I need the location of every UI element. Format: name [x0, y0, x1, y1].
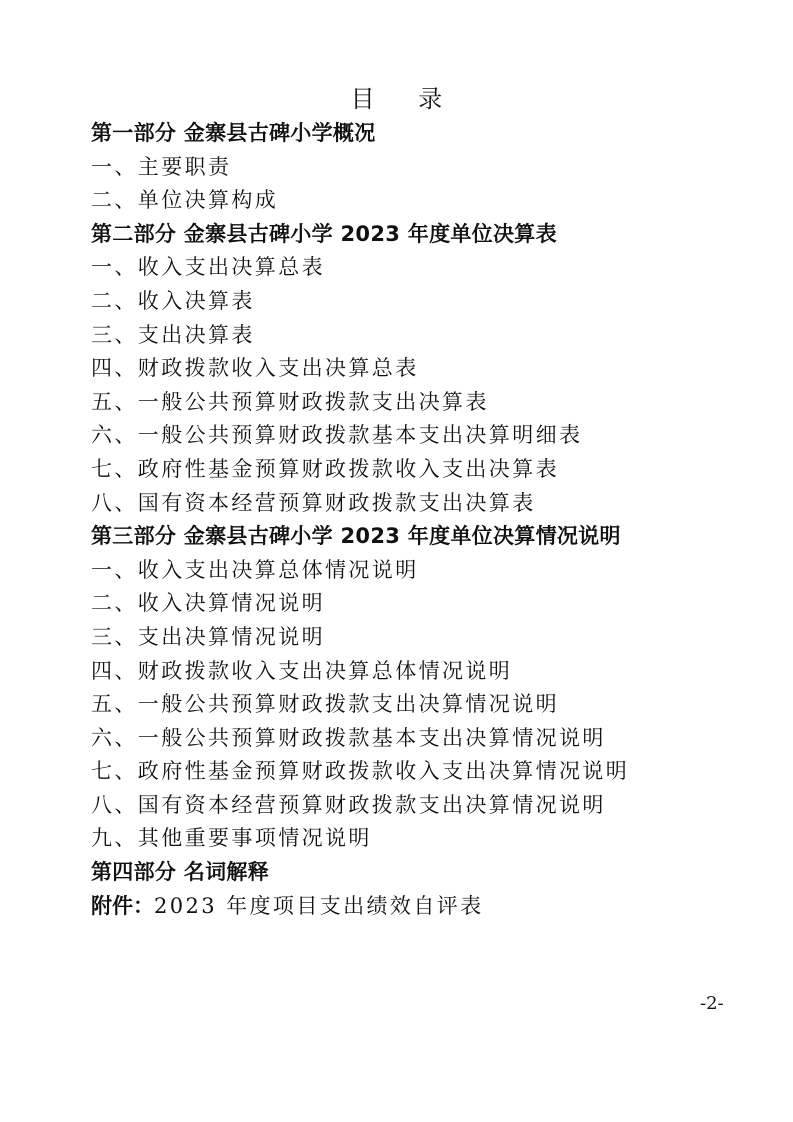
part-four-heading: 第四部分 名词解释 — [91, 860, 270, 885]
page-number: -2- — [700, 993, 724, 1014]
part-two-heading: 第二部分 金寨县古碑小学 2023 年度单位决算表 — [91, 221, 557, 246]
toc-item: 一、收入支出决算总表 — [91, 255, 325, 280]
toc-title: 目 录 — [350, 85, 461, 113]
toc-item: 八、国有资本经营预算财政拨款支出决算表 — [91, 490, 536, 515]
toc-item: 五、一般公共预算财政拨款支出决算表 — [91, 389, 489, 414]
toc-item: 三、支出决算情况说明 — [91, 624, 325, 649]
part-one-heading: 第一部分 金寨县古碑小学概况 — [91, 121, 376, 145]
toc-item: 九、其他重要事项情况说明 — [91, 826, 372, 851]
toc-item: 四、财政拨款收入支出决算总表 — [91, 356, 419, 381]
toc-item: 二、单位决算构成 — [91, 188, 279, 213]
toc-item: 一、主要职责 — [91, 154, 232, 179]
table-of-contents — [91, 117, 751, 923]
attachment-label: 附件： — [91, 893, 154, 918]
toc-item: 三、支出决算表 — [91, 322, 255, 347]
toc-item: 四、财政拨款收入支出决算总体情况说明 — [91, 658, 513, 683]
toc-item: 八、国有资本经营预算财政拨款支出决算情况说明 — [91, 792, 606, 817]
toc-item: 二、收入决算情况说明 — [91, 591, 325, 616]
attachment-line — [91, 890, 751, 924]
attachment-text: 2023 年度项目支出绩效自评表 — [154, 893, 484, 918]
toc-item: 六、一般公共预算财政拨款基本支出决算情况说明 — [91, 725, 606, 750]
toc-item: 二、收入决算表 — [91, 288, 255, 313]
part-three-heading: 第三部分 金寨县古碑小学 2023 年度单位决算情况说明 — [91, 524, 621, 549]
toc-item: 一、收入支出决算总体情况说明 — [91, 557, 419, 582]
toc-item: 五、一般公共预算财政拨款支出决算情况说明 — [91, 692, 559, 717]
toc-item: 七、政府性基金预算财政拨款收入支出决算情况说明 — [91, 759, 630, 784]
toc-item: 七、政府性基金预算财政拨款收入支出决算表 — [91, 456, 559, 481]
toc-item: 六、一般公共预算财政拨款基本支出决算明细表 — [91, 423, 583, 448]
